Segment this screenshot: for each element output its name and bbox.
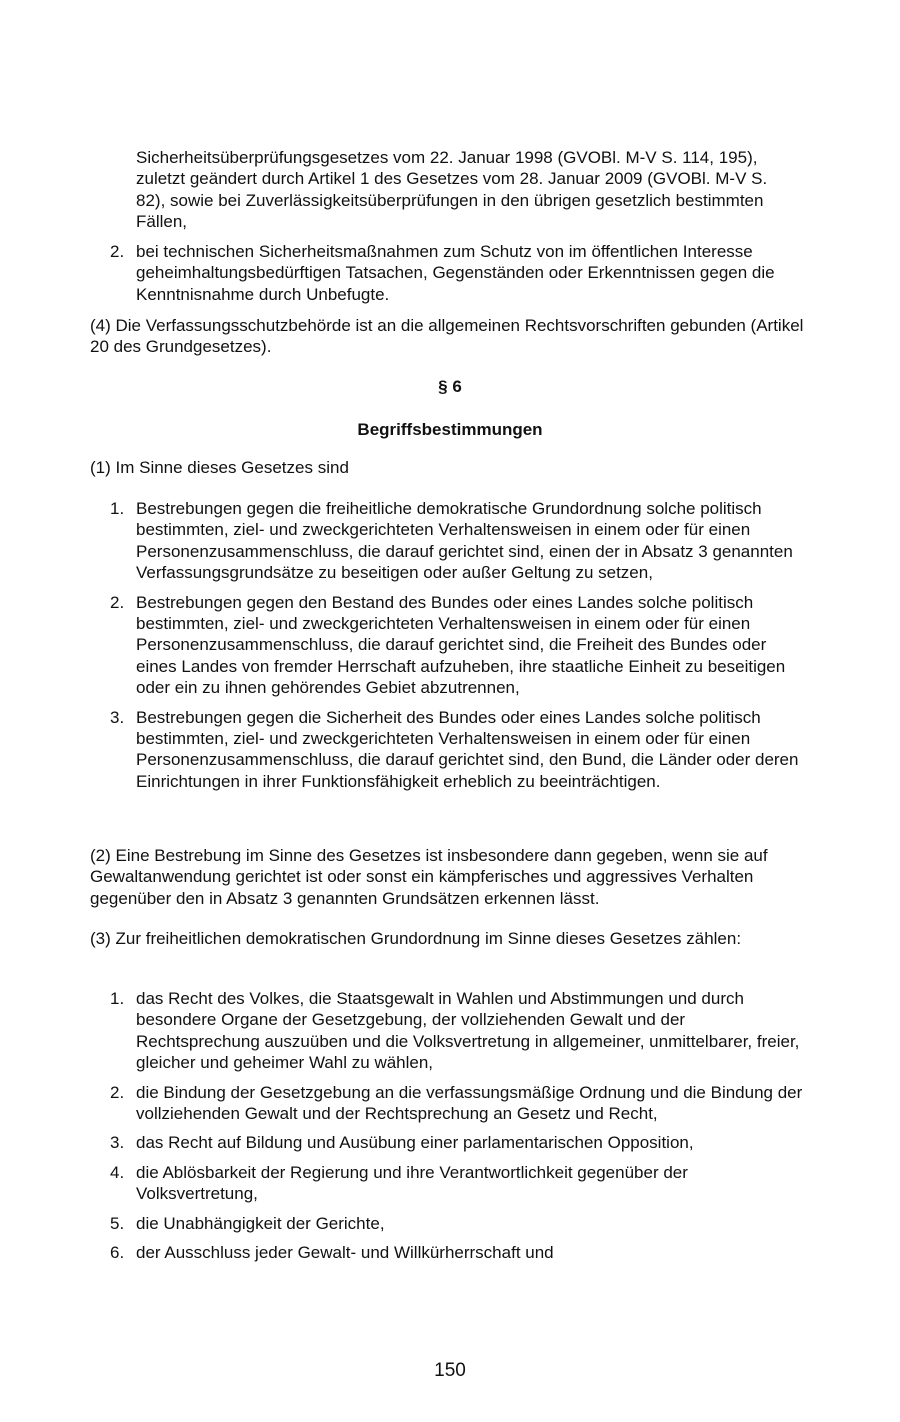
list-item-text: der Ausschluss jeder Gewalt- und Willkürherrschaft und [136,1243,554,1263]
list-item-text: Bestrebungen gegen die Sicherheit des Bundes oder eines Landes solche politisch bestimmten, ziel- und zweckgerichteten Verhaltensweisen in einem oder für einen Personenzusammenschluss, die darauf gerichtet sind, den Bund, die Länder oder deren Einrichtungen in ihrer Funktionsfähigkeit erheblich zu beeinträchtigen. [136,707,799,791]
continuation-paragraph: Sicherheitsüberprüfungsgesetzes vom 22. Januar 1998 (GVOBl. M-V S. 114, 195), zuletzt geändert durch Artikel 1 des Gesetzes vom 28. Januar 2009 (GVOBl. M-V S. 82), sowie bei Zuverlässigkeitsüberprüfungen in den übrigen gesetzlich bestimmten Fällen, [136,148,768,232]
list-item-number: 3. [110,707,125,727]
page-number: 150 [434,1360,466,1381]
numbered-list-c [90,988,810,1263]
list-item-text: bei technischen Sicherheitsmaßnahmen zum Schutz von im öffentlichen Interesse geheimhaltungsbedürftigen Tatsachen, Gegenständen oder Erkenntnissen gegen die Kenntnisnahme durch Unbefugte. [136,242,775,304]
list-item [90,988,810,1074]
list-item-number: 2. [110,1082,125,1102]
list-item-text: Bestrebungen gegen den Bestand des Bundes oder eines Landes solche politisch bestimmten, ziel- und zweckgerichteten Verhaltensweisen in einem oder für einen Personenzusammenschluss, die darauf gerichtet sind, die Freiheit des Bundes oder eines Landes von fremder Herrschaft aufzuheben, ihre staatliche Einheit zu beseitigen oder ein zu ihnen gehörendes Gebiet abzutrennen, [136,592,786,698]
list-item-number: 6. [110,1243,125,1263]
list-item [90,498,810,584]
list-item-number: 4. [110,1162,125,1182]
list-item-number: 2. [110,242,125,261]
list-item-text: die Unabhängigkeit der Gerichte, [136,1213,385,1233]
numbered-list-a [90,241,810,305]
list-item-number: 1. [110,499,125,518]
list-item-text: die Bindung der Gesetzgebung an die verfassungsmäßige Ordnung und die Bindung der vollziehenden Gewalt und der Rechtsprechung an Gesetz und Recht, [136,1082,803,1124]
section-number: § 6 [438,377,462,396]
list-item [90,592,810,699]
list-item-text: Bestrebungen gegen die freiheitliche demokratische Grundordnung solche politisch bestimmten, ziel- und zweckgerichteten Verhaltensweisen in einem oder für einen Personenzusammenschluss, die darauf gerichtet sind, einen der in Absatz 3 genannten Verfassungsgrundsätze zu beseitigen oder außer Geltung zu setzen, [136,499,793,583]
paragraph-3-intro: (3) Zur freiheitlichen demokratischen Grundordnung im Sinne dieses Gesetzes zählen: [90,929,742,948]
list-item [90,707,810,793]
list-item [90,1242,810,1263]
list-item [90,241,810,305]
numbered-list-b [90,498,810,792]
list-item [90,1213,810,1234]
list-item-number: 1. [110,989,125,1008]
list-item-text: das Recht des Volkes, die Staatsgewalt in Wahlen und Abstimmungen und durch besondere Organe der Gesetzgebung, der vollziehenden Gewalt und der Rechtsprechung auszuüben und die Volksvertretung in allgemeiner, unmittelbarer, freier, gleicher und geheimer Wahl zu wählen, [136,989,800,1073]
list-item [90,1132,810,1153]
paragraph-2: (2) Eine Bestrebung im Sinne des Gesetzes ist insbesondere dann gegeben, wenn sie auf Gewaltanwendung gerichtet ist oder sonst ein kämpferisches und aggressives Verhalten gegenüber den in Absatz 3 genannten Grundsätzen erkennen lässt. [90,846,768,908]
list-item [90,1082,810,1125]
list-item-text: die Ablösbarkeit der Regierung und ihre Verantwortlichkeit gegenüber der Volksvertretung, [136,1162,688,1204]
list-item-text: das Recht auf Bildung und Ausübung einer parlamentarischen Opposition, [136,1133,694,1153]
list-item-number: 3. [110,1133,125,1153]
list-item-number: 2. [110,592,125,612]
list-item-number: 5. [110,1213,125,1233]
section-title: Begriffsbestimmungen [357,420,543,439]
paragraph-4: (4) Die Verfassungsschutzbehörde ist an die allgemeinen Rechtsvorschriften gebunden (Artikel 20 des Grundgesetzes). [90,316,804,357]
list-item [90,1162,810,1205]
paragraph-1-intro: (1) Im Sinne dieses Gesetzes sind [90,458,349,477]
